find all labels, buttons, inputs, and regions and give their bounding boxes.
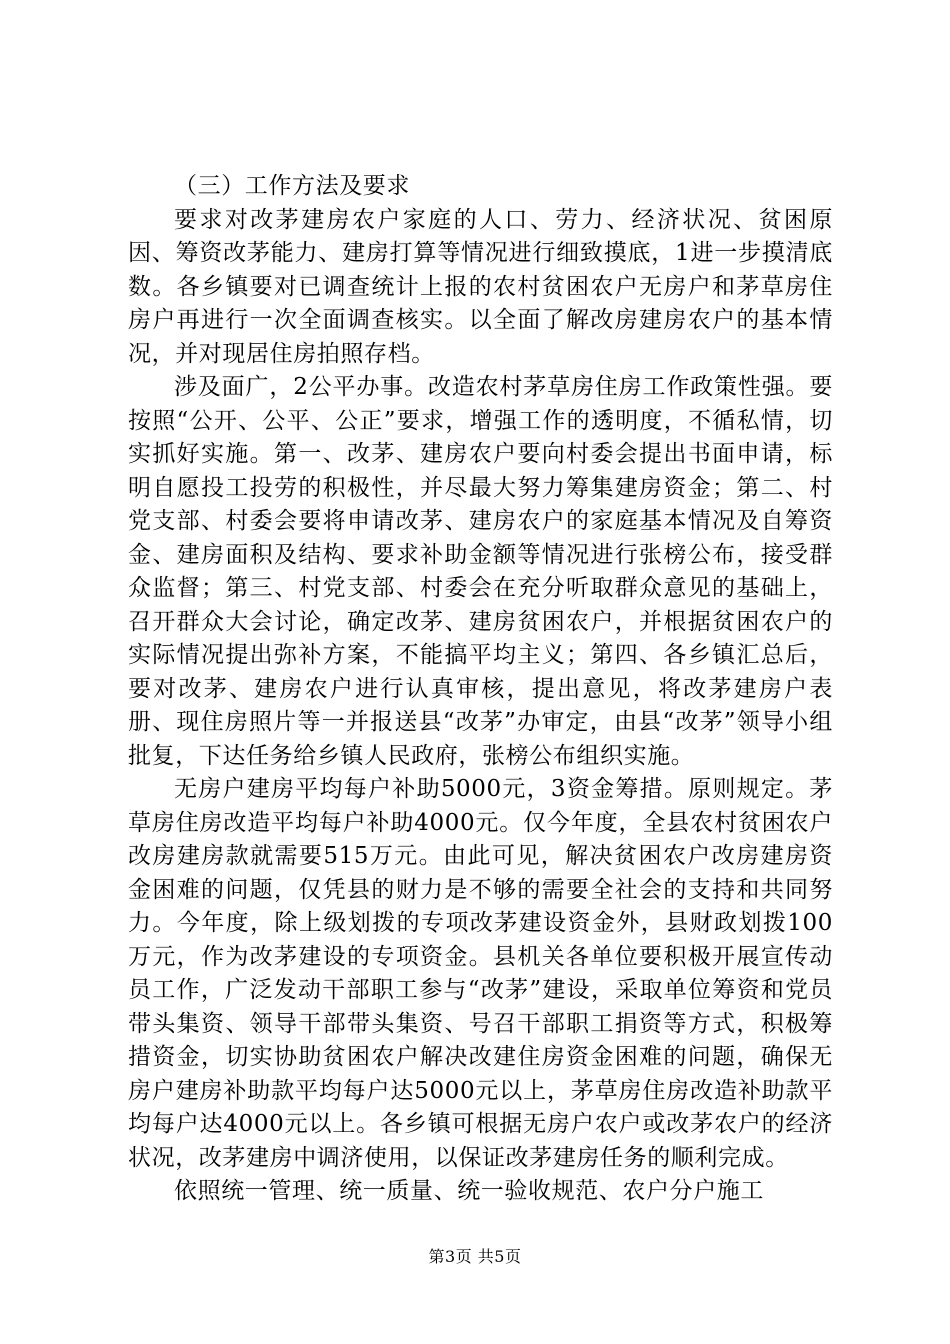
paragraph-3: 无房户建房平均每户补助5000元，3资金筹措。原则规定。茅草房住房改造平均每户补助4000元。仅今年度，全县农村贫困农户改房建房款就需要515万元。由此可见，解决贫困农户改房建房资金困难的问题，仅凭县的财力是不够的需要全社会的支持和共同努力。今年度，除上级划拨的专项改茅建设资金外，县财政划拨100万元，作为改茅建设的专项资金。县机关各单位要积极开展宣传动员工作，广泛发动干部职工参与“改茅”建设，采取单位筹资和党员带头集资、领导干部带头集资、号召干部职工捐资等方式，积极筹措资金，切实协助贫困农户解决改建住房资金困难的问题，确保无房户建房补助款平均每户达5000元以上，茅草房住房改造补助款平均每户达4000元以上。各乡镇可根据无房户农户或改茅农户的经济状况，改茅建房中调济使用，以保证改茅建房任务的顺利完成。: [128, 776, 833, 1171]
paragraph-1: 要求对改茅建房农户家庭的人口、劳力、经济状况、贫困原因、筹资改茅能力、建房打算等情况进行细致摸底，1进一步摸清底数。各乡镇要对已调查统计上报的农村贫困农户无房户和茅草房住房户再进行一次全面调查核实。以全面了解改房建房农户的基本情况，并对现居住房拍照存档。: [128, 206, 833, 367]
section-heading: （三）工作方法及要求: [174, 173, 410, 199]
page-footer: 第3页 共5页: [428, 1247, 522, 1266]
paragraph-4: 依照统一管理、统一质量、统一验收规范、农户分户施工: [174, 1178, 764, 1204]
document-body: [128, 170, 833, 1209]
paragraph-2: 涉及面广，2公平办事。改造农村茅草房住房工作政策性强。要按照“公开、公平、公正”要求，增强工作的透明度，不循私情，切实抓好实施。第一、改茅、建房农户要向村委会提出书面申请，标明自愿投工投劳的积极性，并尽最大努力筹集建房资金；第二、村党支部、村委会要将申请改茅、建房农户的家庭基本情况及自筹资金、建房面积及结构、要求补助金额等情况进行张榜公布，接受群众监督；第三、村党支部、村委会在充分听取群众意见的基础上，召开群众大会讨论，确定改茅、建房贫困农户，并根据贫困农户的实际情况提出弥补方案，不能搞平均主义；第四、各乡镇汇总后，要对改茅、建房农户进行认真审核，提出意见，将改茅建房户表册、现住房照片等一并报送县“改茅”办审定，由县“改茅”领导小组批复，下达任务给乡镇人民政府，张榜公布组织实施。: [128, 374, 833, 769]
